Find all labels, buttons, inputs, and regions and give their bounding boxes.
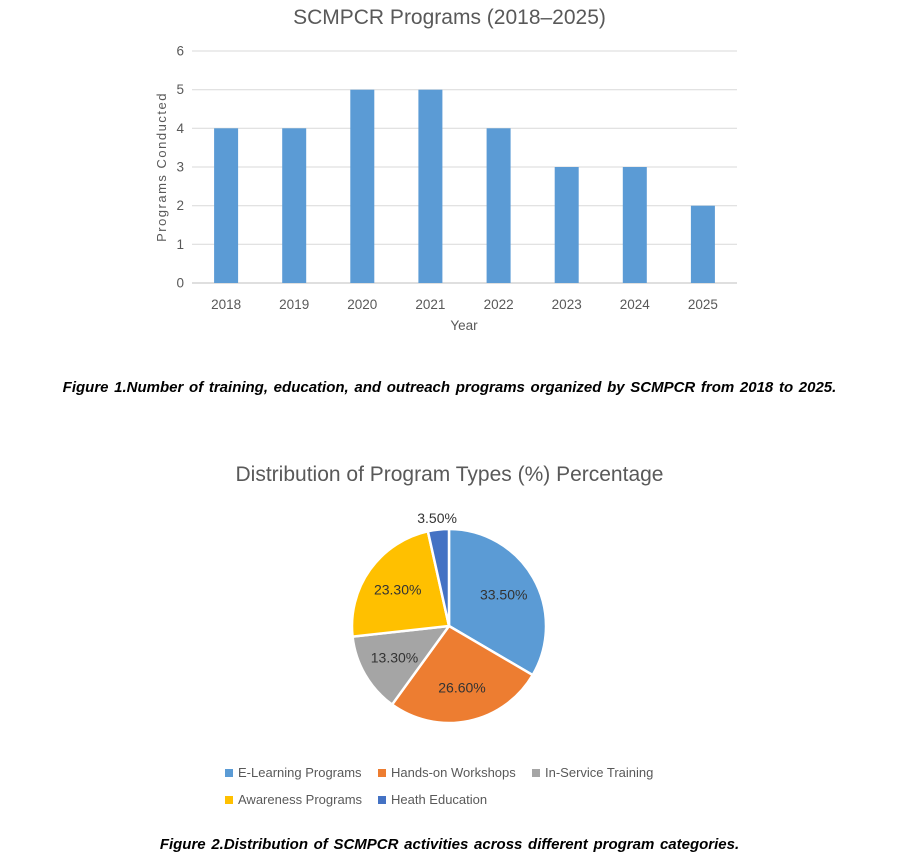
- bar-2018: [214, 128, 238, 283]
- legend-label: Heath Education: [391, 792, 488, 807]
- bar-chart-x-tick-2022: 2022: [483, 297, 514, 312]
- pie-value-label-hands-on-workshops: 26.60%: [438, 679, 486, 696]
- pie-value-label-e-learning-programs: 33.50%: [479, 586, 528, 603]
- bar-chart-y-tick-0: 0: [176, 275, 184, 291]
- bar-chart-y-axis-title: Programs Conducted: [154, 92, 169, 242]
- legend-swatch-icon: [378, 769, 386, 777]
- bar-chart-x-tick-2018: 2018: [211, 297, 242, 312]
- bar-chart-x-tick-2023: 2023: [551, 297, 582, 312]
- bar-2023: [555, 167, 579, 283]
- bar-chart-x-axis-title: Year: [450, 318, 478, 333]
- figure-1-caption: Figure 1.Number of training, education, and outreach programs organized by SCMPCR from 2018 to 2025.: [62, 379, 837, 396]
- bar-chart-y-tick-3: 3: [176, 159, 184, 175]
- legend-swatch-icon: [532, 769, 540, 777]
- bar-2020: [350, 90, 374, 283]
- legend-item-awareness-programs: [225, 792, 362, 808]
- pie-value-label-heath-education: 3.50%: [417, 510, 457, 526]
- legend-swatch-icon: [378, 796, 386, 804]
- bar-chart-x-tick-2025: 2025: [687, 297, 718, 312]
- pie-chart-plot: [330, 500, 570, 755]
- figure-2-caption: Figure 2.Distribution of SCMPCR activities across different program categories.: [159, 836, 740, 853]
- legend-swatch-icon: [225, 796, 233, 804]
- bar-chart-y-tick-2: 2: [176, 198, 184, 214]
- bar-2022: [487, 128, 511, 283]
- bar-2019: [282, 128, 306, 283]
- pie-value-label-awareness-programs: 23.30%: [373, 581, 422, 598]
- bar-chart-y-tick-1: 1: [176, 236, 184, 252]
- bar-2024: [623, 167, 647, 283]
- bar-chart-y-tick-5: 5: [176, 82, 184, 98]
- legend-label: In-Service Training: [545, 765, 654, 780]
- legend-swatch-icon: [225, 769, 233, 777]
- bar-chart-y-tick-6: 6: [176, 43, 184, 59]
- legend-label: Awareness Programs: [238, 792, 363, 807]
- bar-chart-plot: [0, 0, 899, 345]
- bar-2025: [691, 206, 715, 283]
- legend-item-in-service-training: [532, 765, 653, 781]
- bar-2021: [418, 90, 442, 283]
- legend-item-heath-education: [378, 792, 487, 808]
- legend-label: Hands-on Workshops: [391, 765, 516, 780]
- pie-chart-title: Distribution of Program Types (%) Percentage: [235, 463, 664, 486]
- legend-item-e-learning-programs: [225, 765, 362, 781]
- bar-chart-x-tick-2024: 2024: [619, 297, 650, 312]
- bar-chart-y-tick-4: 4: [176, 120, 184, 136]
- legend-item-hands-on-workshops: [378, 765, 516, 781]
- bar-chart-x-tick-2019: 2019: [279, 297, 310, 312]
- bar-chart-title: SCMPCR Programs (2018–2025): [293, 6, 606, 29]
- bar-chart-x-tick-2020: 2020: [347, 297, 378, 312]
- legend-label: E-Learning Programs: [238, 765, 362, 780]
- pie-value-label-in-service-training: 13.30%: [370, 649, 419, 666]
- bar-chart-x-tick-2021: 2021: [415, 297, 446, 312]
